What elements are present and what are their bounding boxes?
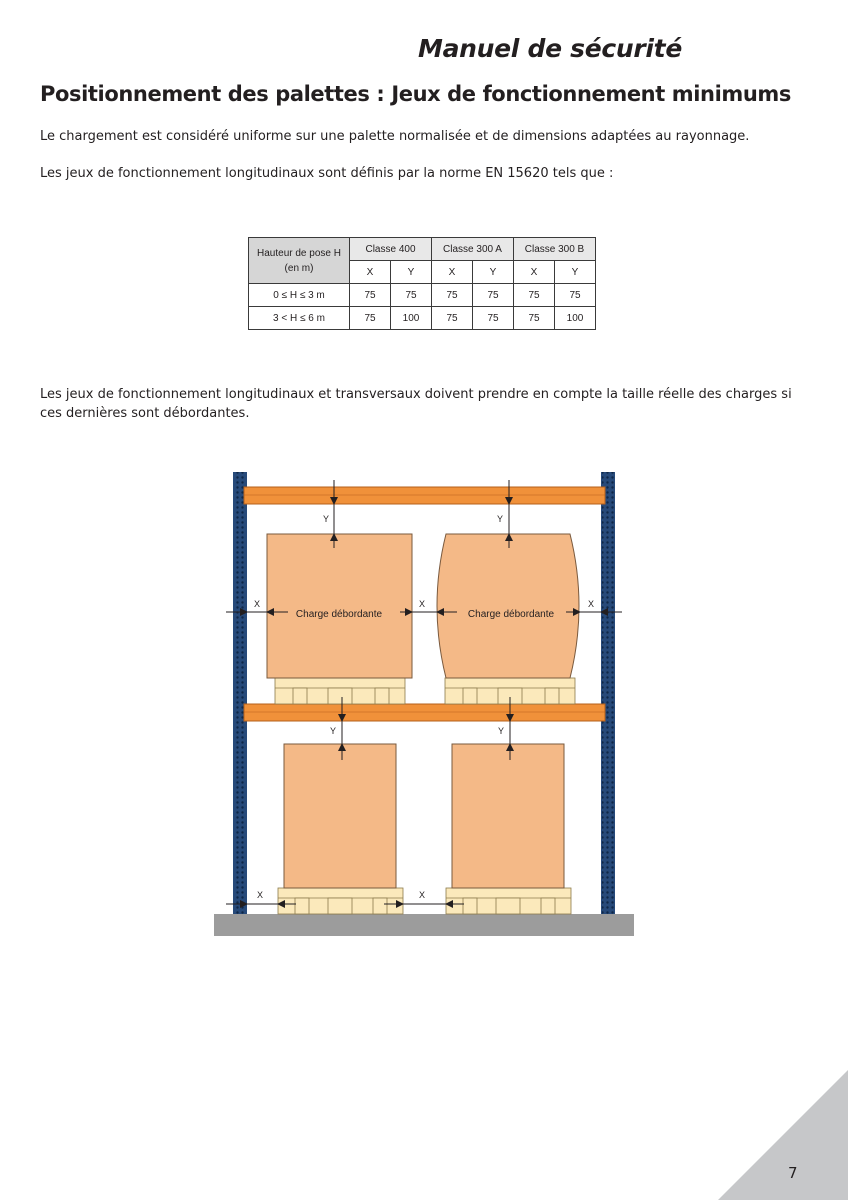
manual-title: Manuel de sécurité xyxy=(418,34,682,63)
table-cell: 75 xyxy=(391,284,432,307)
y-label: Y xyxy=(323,514,330,524)
page-number: 7 xyxy=(788,1164,798,1182)
x-label: X xyxy=(419,599,426,609)
overhanging-load-label: Charge débordante xyxy=(295,609,383,620)
sub-header: Y xyxy=(391,261,432,284)
table-cell: 75 xyxy=(350,307,391,330)
row-label: 3 < H ≤ 6 m xyxy=(249,307,350,330)
table-cell: 75 xyxy=(555,284,596,307)
overhanging-load-label: Charge débordante xyxy=(467,609,555,620)
intro-paragraph-1: Le chargement est considéré uniforme sur une palette normalisée et de dimensions adaptées au rayonnage. xyxy=(40,129,750,144)
note-paragraph: Les jeux de fonctionnement longitudinaux et transversaux doivent prendre en compte la taille réelle des charges si ces dernières sont débordantes. xyxy=(40,387,792,421)
table-cell: 100 xyxy=(555,307,596,330)
y-label: Y xyxy=(498,726,505,736)
sub-header: X xyxy=(350,261,391,284)
section-title: Positionnement des palettes : Jeux de fonctionnement minimums xyxy=(40,82,792,106)
class-header: Classe 400 xyxy=(350,238,432,261)
class-header: Classe 300 A xyxy=(432,238,514,261)
x-label: X xyxy=(588,599,595,609)
table-cell: 100 xyxy=(391,307,432,330)
intro-paragraph-2: Les jeux de fonctionnement longitudinaux sont définis par la norme EN 15620 tels que : xyxy=(40,166,614,181)
x-label: X xyxy=(419,890,426,900)
sub-header: Y xyxy=(473,261,514,284)
x-label: X xyxy=(254,599,261,609)
table-cell: 75 xyxy=(473,284,514,307)
sub-header: Y xyxy=(555,261,596,284)
sub-header: X xyxy=(514,261,555,284)
row-label: 0 ≤ H ≤ 3 m xyxy=(249,284,350,307)
class-header: Classe 300 B xyxy=(514,238,596,261)
y-label: Y xyxy=(330,726,337,736)
table-cell: 75 xyxy=(432,307,473,330)
height-header: Hauteur de pose H (en m) xyxy=(249,238,350,284)
table-cell: 75 xyxy=(514,284,555,307)
sub-header: X xyxy=(432,261,473,284)
y-label: Y xyxy=(497,514,504,524)
table-cell: 75 xyxy=(514,307,555,330)
table-cell: 75 xyxy=(350,284,391,307)
x-label: X xyxy=(257,890,264,900)
table-cell: 75 xyxy=(473,307,514,330)
table-cell: 75 xyxy=(432,284,473,307)
